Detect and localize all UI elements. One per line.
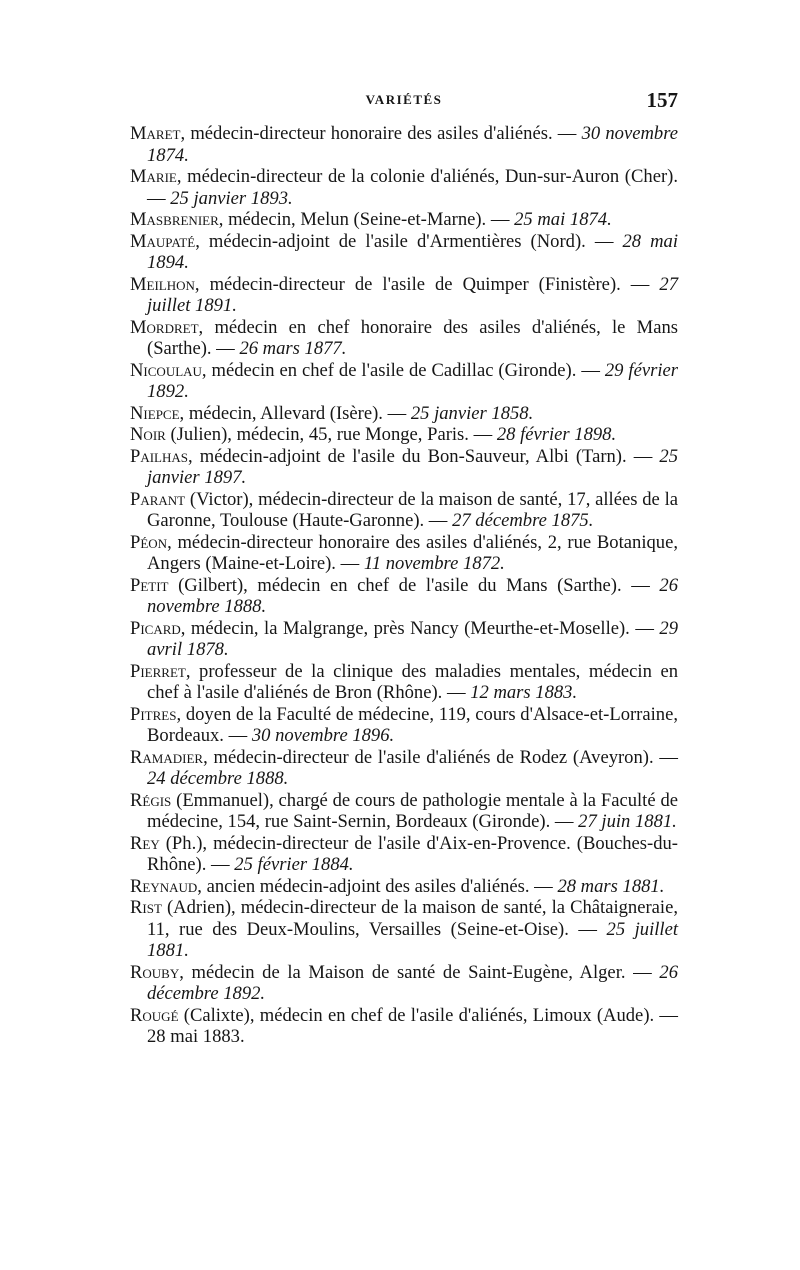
running-title: VARIÉTÉS (365, 92, 443, 107)
list-item (130, 274, 678, 317)
entry-text: , médecin-adjoint de l'asile d'Armentières (Nord). — (195, 230, 623, 252)
list-item (130, 403, 678, 425)
entry-date: 11 novembre 1872. (363, 553, 505, 574)
list-item (130, 123, 678, 166)
entry-date: 29 février 1892. (147, 359, 678, 402)
entry-text: (Emmanuel), chargé de cours de pathologie mentale à la Faculté de médecine, 154, rue Saint-Sernin, Bordeaux (Gironde). — (147, 789, 678, 832)
entry-text: , médecin-directeur de l'asile d'aliénés de Rodez (Aveyron). — (203, 746, 678, 768)
entry-text: , médecin, Melun (Seine-et-Marne). — (218, 209, 515, 230)
list-item (130, 317, 678, 360)
entry-date: 28 février 1898. (496, 424, 617, 445)
entry-text: , médecin-directeur de l'asile de Quimper (Finistère). — (194, 273, 660, 295)
list-item (130, 661, 678, 704)
list-item (130, 231, 678, 274)
list-item (130, 489, 678, 532)
entry-name: Parant (130, 488, 186, 510)
entry-date: 27 décembre 1875. (452, 510, 594, 531)
entry-date: 28 mai 1894. (147, 230, 678, 273)
list-item (130, 424, 678, 446)
entry-name: Rougé (130, 1004, 179, 1026)
list-item (130, 833, 678, 876)
entry-date: 29 avril 1878. (147, 617, 678, 660)
entry-text: , médecin-directeur honoraire des asiles d'aliénés. — (180, 123, 582, 144)
entry-name: Régis (130, 789, 172, 811)
entry-list (130, 123, 678, 1048)
entry-text: , médecin de la Maison de santé de Saint-Eugène, Alger. — (179, 961, 660, 983)
entry-name: Maupaté (130, 230, 196, 252)
entry-text: , médecin en chef honoraire des asiles d'aliénés, le Mans (Sarthe). — (147, 316, 678, 359)
entry-name: Rey (130, 832, 160, 854)
list-item (130, 575, 678, 618)
entry-text: (Adrien), médecin-directeur de la maison de santé, la Châtaigneraie, 11, rue des Deux-Moulins, Versailles (Seine-et-Oise). — (147, 897, 678, 940)
entry-text: , médecin-directeur honoraire des asiles d'aliénés, 2, rue Botanique, Angers (Maine-et-Loire). — (147, 531, 678, 574)
entry-text: (Calixte), médecin en chef de l'asile d'aliénés, Limoux (Aude). — 28 mai 1883. (147, 1004, 678, 1047)
entry-date: 25 janvier 1897. (147, 445, 678, 488)
entry-text: (Gilbert), médecin en chef de l'asile du Mans (Sarthe). — (168, 574, 660, 596)
entry-name: Petit (130, 574, 169, 596)
entry-date: 27 juin 1881. (578, 811, 677, 832)
entry-date: 25 juillet 1881. (147, 918, 678, 961)
list-item (130, 876, 678, 898)
entry-text: , médecin, la Malgrange, près Nancy (Meurthe-et-Moselle). — (180, 617, 660, 639)
entry-name: Marie (130, 166, 177, 187)
list-item (130, 1005, 678, 1048)
entry-text: , médecin, Allevard (Isère). — (179, 402, 411, 424)
entry-name: Reynaud (130, 875, 198, 897)
entry-name: Pierret (130, 660, 186, 682)
entry-text: (Julien), médecin, 45, rue Monge, Paris. — (165, 424, 497, 445)
entry-name: Niepce (130, 402, 180, 424)
list-item (130, 209, 678, 231)
list-item (130, 360, 678, 403)
entry-name: Masbrenier (130, 209, 219, 230)
entry-name: Rist (130, 897, 162, 918)
entry-text: , médecin en chef de l'asile de Cadillac (Gironde). — (201, 359, 605, 381)
entry-text: (Victor), médecin-directeur de la maison de santé, 17, allées de la Garonne, Toulouse (Haute-Garonne). — (147, 488, 678, 531)
entry-date: 26 décembre 1892. (147, 961, 678, 1004)
entry-date: 25 janvier 1858. (410, 402, 534, 424)
entry-text: (Ph.), médecin-directeur de l'asile d'Aix-en-Provence. (Bouches-du-Rhône). — (147, 832, 678, 875)
entry-name: Pailhas (130, 445, 189, 467)
list-item (130, 704, 678, 747)
entry-text: , médecin-adjoint de l'asile du Bon-Sauveur, Albi (Tarn). — (188, 445, 660, 467)
list-item (130, 166, 678, 209)
entry-name: Pitres (130, 703, 177, 725)
entry-name: Maret (130, 123, 181, 144)
list-item (130, 618, 678, 661)
entry-name: Meilhon (130, 273, 195, 295)
entry-date: 28 mars 1881. (557, 875, 665, 897)
page-number: 157 (646, 88, 678, 112)
entry-date: 25 mai 1874. (514, 209, 612, 230)
entry-name: Péon (130, 531, 168, 553)
entry-name: Rouby (130, 961, 180, 983)
list-item (130, 790, 678, 833)
entry-date: 26 novembre 1888. (147, 574, 678, 617)
entry-date: 24 décembre 1888. (147, 768, 289, 789)
entry-name: Mordret (130, 316, 199, 338)
page-header (130, 88, 678, 116)
entry-date: 12 mars 1883. (470, 682, 578, 703)
list-item (130, 897, 678, 962)
entry-name: Picard (130, 617, 181, 639)
entry-name: Noir (130, 424, 166, 445)
list-item (130, 532, 678, 575)
entry-text: , médecin-directeur de la colonie d'aliénés, Dun-sur-Auron (Cher). — (147, 166, 678, 209)
entry-date: 25 janvier 1893. (170, 187, 293, 209)
entry-text: , ancien médecin-adjoint des asiles d'aliénés. — (197, 875, 558, 897)
entry-date: 27 juillet 1891. (147, 273, 678, 316)
entry-date: 26 mars 1877. (239, 338, 347, 359)
entry-text: , doyen de la Faculté de médecine, 119, cours d'Alsace-et-Lorraine, Bordeaux. — (147, 703, 678, 746)
list-item (130, 747, 678, 790)
list-item (130, 446, 678, 489)
entry-name: Ramadier (130, 746, 204, 768)
list-item (130, 962, 678, 1005)
entry-name: Nicoulau (130, 359, 202, 381)
entry-date: 25 février 1884. (234, 854, 354, 875)
entry-date: 30 novembre 1874. (147, 123, 678, 166)
entry-date: 30 novembre 1896. (251, 725, 395, 746)
entry-text: , professeur de la clinique des maladies mentales, médecin en chef à l'asile d'aliénés de Bron (Rhône). — (147, 660, 678, 703)
